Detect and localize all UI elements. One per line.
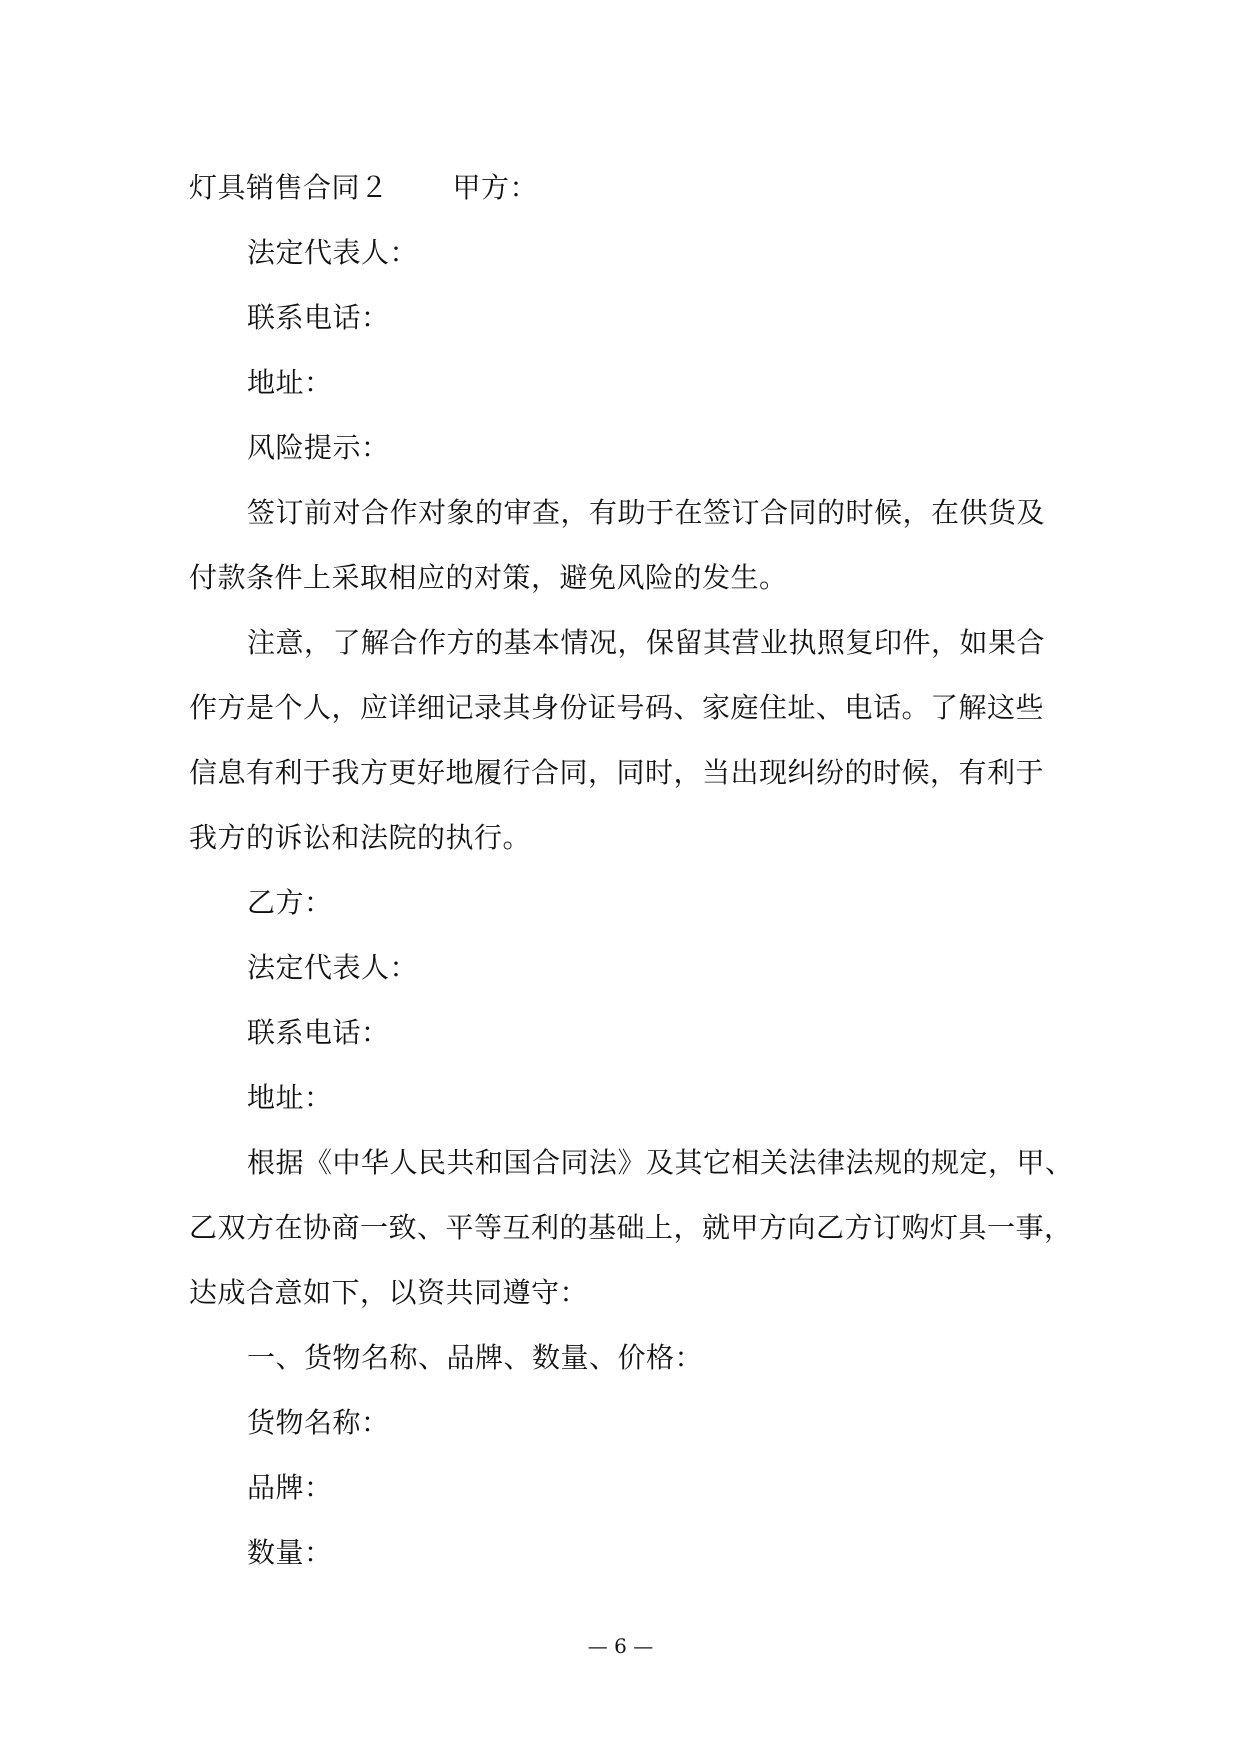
paragraph-line: 达成合意如下，以资共同遵守： [189, 1276, 589, 1309]
party-b-label: 乙方： [247, 886, 333, 919]
document-title: 灯具销售合同２ [189, 171, 389, 204]
document-body [189, 155, 1074, 1585]
risk-notice-heading: 风险提示： [247, 431, 390, 464]
paragraph-line: 我方的诉讼和法院的执行。 [189, 821, 532, 854]
party-a-legal-representative: 法定代表人： [247, 236, 419, 269]
brand-field: 品牌： [247, 1471, 333, 1504]
paragraph-line: 信息有利于我方更好地履行合同，同时，当出现纠纷的时候，有利于 [189, 756, 1045, 789]
paragraph-line: 乙双方在协商一致、平等互利的基础上，就甲方向乙方订购灯具一事， [189, 1211, 1073, 1244]
party-a-label: 甲方： [452, 171, 539, 204]
title-line [189, 155, 1054, 220]
party-b-legal-representative: 法定代表人： [247, 951, 419, 984]
paragraph-line: 注意，了解合作方的基本情况，保留其营业执照复印件，如果合 [247, 626, 1046, 659]
paragraph-line: 根据《中华人民共和国合同法》及其它相关法律法规的规定，甲、 [247, 1146, 1074, 1179]
paragraph-line: 作方是个人，应详细记录其身份证号码、家庭住址、电话。了解这些 [189, 691, 1045, 724]
paragraph-line: 付款条件上采取相应的对策，避免风险的发生。 [189, 561, 788, 594]
party-a-address: 地址： [247, 366, 333, 399]
paragraph-line: 签订前对合作对象的审查，有助于在签订合同的时候，在供货及 [247, 496, 1046, 529]
party-a-phone: 联系电话： [247, 301, 390, 334]
party-b-phone: 联系电话： [247, 1016, 390, 1049]
page-number: — 6 — [587, 1634, 654, 1658]
goods-name-field: 货物名称： [247, 1406, 390, 1439]
quantity-field: 数量： [247, 1536, 333, 1569]
party-b-address: 地址： [247, 1081, 333, 1114]
section-heading: 一、货物名称、品牌、数量、价格： [247, 1341, 704, 1374]
